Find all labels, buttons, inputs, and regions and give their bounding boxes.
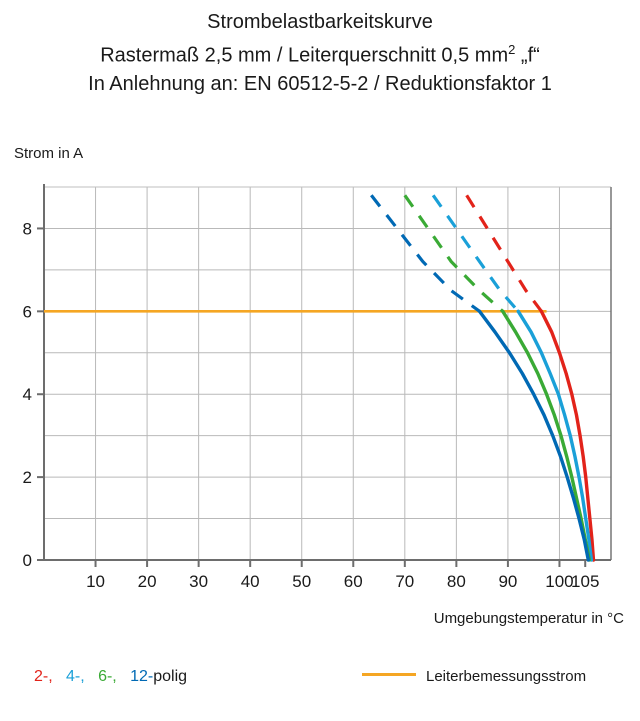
title-line-3: In Anlehnung an: EN 60512-5-2 / Reduktionsfaktor 1: [88, 72, 552, 95]
series-solid-4-polig: [518, 311, 591, 560]
legend-item-4polig: 4-,: [66, 668, 85, 685]
legend-rated-swatch: [362, 673, 416, 676]
y-axis-label: Strom in A: [14, 145, 84, 162]
title-line-2-pre: Rastermaß 2,5 mm / Leiterquerschnitt 0,5 mm: [100, 44, 509, 67]
series-dashed-2-polig: [467, 195, 542, 311]
x-tick-label: 80: [446, 572, 466, 591]
x-axis-label: Umgebungstemperatur in °C: [433, 610, 624, 627]
y-tick-label: 4: [22, 385, 32, 405]
y-tick-label: 0: [22, 551, 32, 570]
x-tick-label: 30: [189, 572, 209, 591]
x-tick-label: 90: [498, 572, 518, 591]
x-tick-label: 50: [292, 572, 312, 591]
series-dashed-12-polig: [371, 195, 479, 311]
legend-poles-suffix: polig: [153, 668, 188, 685]
legend-rated-label: Leiterbemessungsstrom: [426, 668, 587, 685]
series-dashed-6-polig: [405, 195, 503, 311]
series-solid-12-polig: [480, 311, 589, 560]
x-tick-label: 105: [571, 572, 600, 591]
y-tick-label: 2: [22, 468, 32, 488]
x-tick-label: 60: [343, 572, 363, 591]
x-tick-label: 70: [395, 572, 415, 591]
title-line-2-post: „f“: [515, 44, 540, 67]
x-tick-label: 100: [545, 572, 574, 591]
series-solid-6-polig: [503, 311, 590, 560]
y-tick-label: 6: [22, 302, 32, 322]
series-solid-2-polig: [541, 311, 593, 560]
legend-poles: [34, 668, 187, 686]
x-tick-label: 20: [137, 572, 157, 591]
series-dashed-4-polig: [433, 195, 518, 311]
chart-title-block: [0, 0, 640, 98]
legend-item-12polig: 12-: [130, 668, 154, 685]
chart-legend: [0, 668, 640, 698]
x-tick-label: 10: [86, 572, 106, 591]
title-line-1: Strombelastbarkeitskurve: [207, 11, 433, 33]
x-tick-label: 40: [240, 572, 260, 591]
legend-item-6polig: 6-,: [98, 668, 117, 685]
y-tick-label: 8: [22, 219, 32, 239]
legend-item-2polig: 2-,: [34, 668, 53, 685]
legend-rated-current: [362, 668, 586, 685]
title-line-2: [0, 36, 640, 70]
title-line-2-sup: 2: [508, 42, 516, 57]
